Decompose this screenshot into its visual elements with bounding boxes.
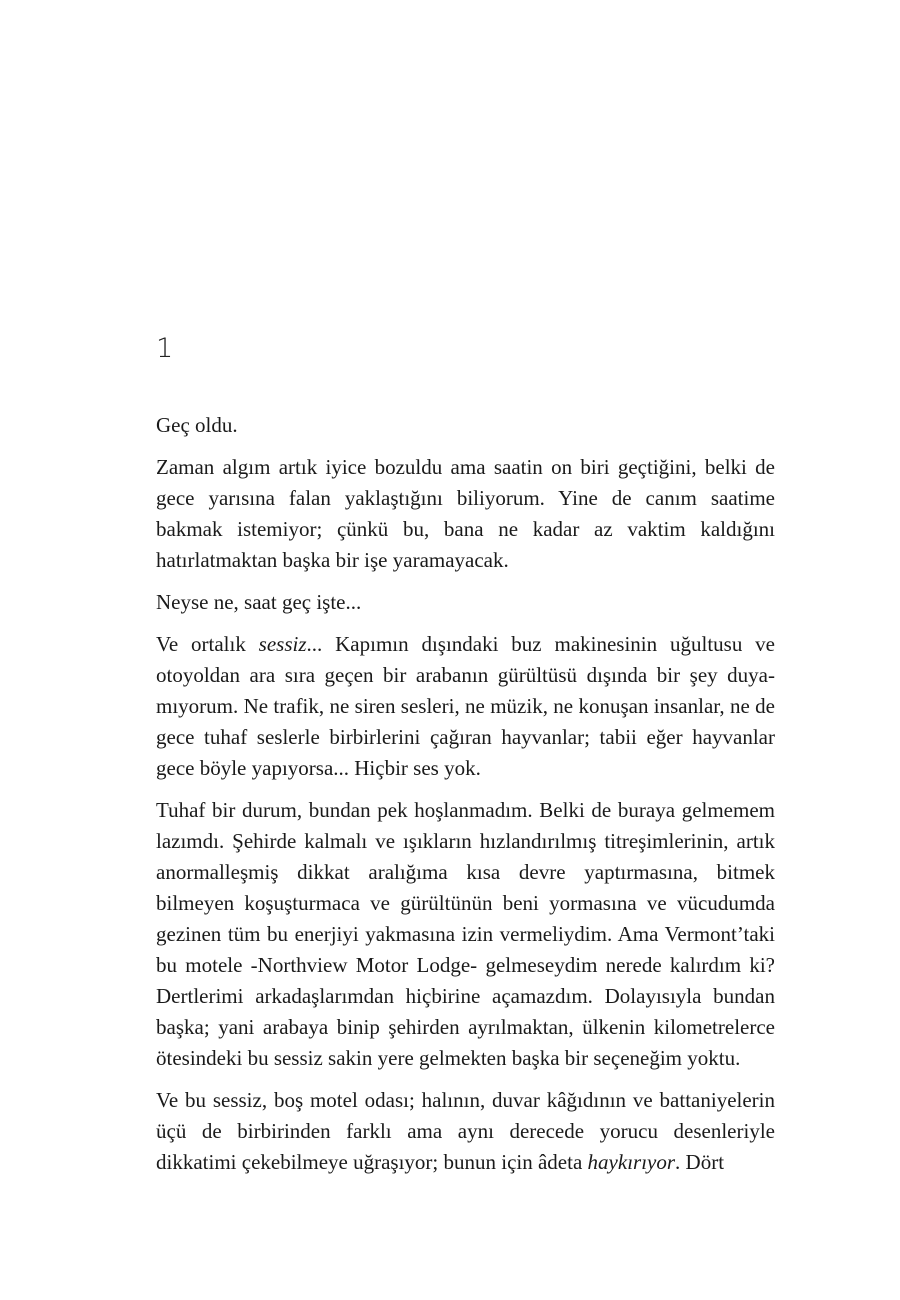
emphasized-text: sessiz <box>258 632 307 656</box>
text-run: Ve ortalık <box>156 632 259 656</box>
paragraph <box>156 795 775 1074</box>
text-run: . Dört <box>675 1150 725 1174</box>
text-run: Geç oldu. <box>156 413 238 437</box>
text-run: Neyse ne, saat geç işte... <box>156 590 362 614</box>
paragraph <box>156 587 775 618</box>
paragraph <box>156 629 775 784</box>
text-run: Zaman algım artık iyice bozuldu ama saatin on biri geçtiğini, belki de gece yarısına falan yaklaştığını biliyorum. Yine de canım saatime bakmak istemiyor; çünkü bu, bana ne kadar az vaktim kaldığını hatırlatmaktan başka bir işe yaramayacak. <box>156 455 775 572</box>
text-run: ... Kapımın dışındaki buz makinesinin uğultusu ve otoyoldan ara sıra geçen bir arabanın gürültüsü dışında bir şey duyamıyorum. Ne trafik, ne siren sesleri, ne müzik, ne konuşan insanlar, ne de gece tuhaf seslerle birbirlerini çağıran hayvanlar; tabii eğer hayvanlar gece böyle yapıyorsa... Hiçbir ses yok. <box>156 632 775 780</box>
emphasized-text: haykırıyor <box>587 1150 676 1174</box>
paragraph <box>156 452 775 576</box>
paragraph <box>156 410 775 441</box>
paragraph <box>156 1085 775 1178</box>
chapter-body <box>156 410 775 1189</box>
chapter-number: 1 <box>156 333 174 364</box>
text-run: Ve bu sessiz, boş motel odası; halının, duvar kâğıdının ve battaniyelerin üçü de birbirinden farklı ama aynı derecede yorucu desenleriyle dikkatimi çekebilmeye uğraşıyor; bunun için âdeta <box>156 1088 775 1174</box>
text-run: Tuhaf bir durum, bundan pek hoşlanmadım. Belki de buraya gelmemem lazımdı. Şehirde kalmalı ve ışıkların hızlandırılmış titreşimlerinin, artık anormalleşmiş dikkat aralığıma kısa devre yaptırmasına, bitmek bilmeyen koşuşturmaca ve gürültünün beni yormasına ve vücudumda gezinen tüm bu enerjiyi yakmasına izin vermeliydim. Ama Vermont’taki bu motele -Northview Motor Lodge- gelmeseydim nerede kalırdım ki? Dertlerimi arkadaşlarımdan hiçbirine açamazdım. Dolayısıyla bundan başka; yani arabaya binip şehirden ayrılmaktan, ülkenin kilometrelerce ötesindeki bu sessiz sakin yere gelmekten başka bir seçeneğim yoktu. <box>156 798 775 1070</box>
